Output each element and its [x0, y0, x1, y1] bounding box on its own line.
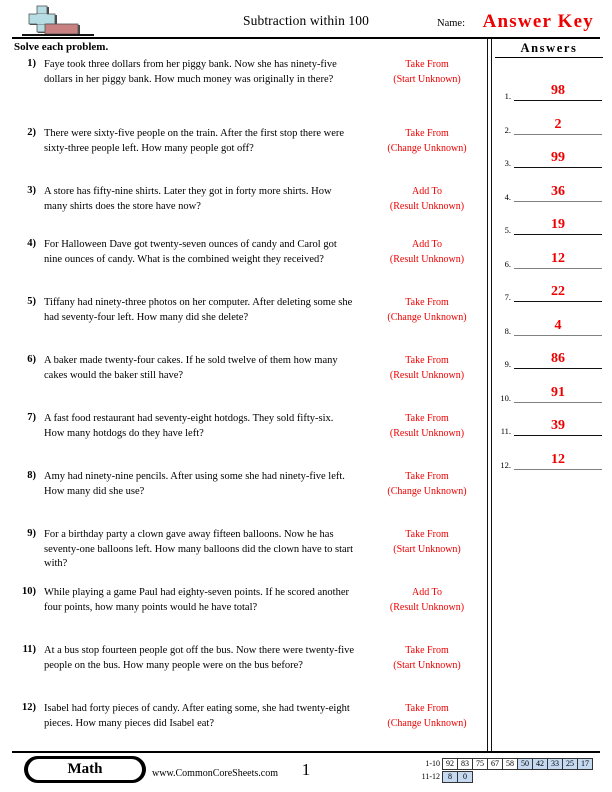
problem-text: There were sixty-five people on the train. After the first stop there were sixty-three people left. How many people got off?: [44, 128, 345, 154]
problem-text: Tiffany had ninety-three photos on her computer. After deleting some she had seventy-four left. How many did she delete?: [44, 297, 353, 323]
answer-number: 6.: [504, 258, 511, 269]
answer-value: 86: [551, 351, 565, 366]
problem-unknown-label: (Result Unknown): [389, 200, 465, 212]
problem-number: 2): [27, 127, 36, 138]
problem-text: For Halloween Dave got twenty-seven ounces of candy and Carol got nine ounces of candy. What is the combined weight they received?: [44, 239, 337, 265]
score-cell: 0: [457, 771, 473, 783]
problem-type-tag: [362, 238, 492, 267]
score-cell: 83: [457, 758, 473, 770]
problem-unknown-label: (Change Unknown): [387, 142, 467, 154]
score-cell: 17: [577, 758, 593, 770]
problem-unknown-label: (Result Unknown): [389, 369, 465, 381]
score-row-label: 11-12: [421, 772, 440, 781]
problem-type-tag: [362, 58, 492, 87]
problem-type-tag: [362, 185, 492, 214]
answer-number: 1.: [504, 91, 511, 101]
problem-type-tag: [362, 528, 492, 557]
subject-badge-label: Math: [28, 759, 142, 780]
problem-type-label: Take From: [405, 471, 449, 482]
answer-value: 91: [551, 384, 565, 400]
answer-blank-line: [514, 234, 602, 235]
answer-number: 11.: [500, 426, 511, 436]
answer-number: 8.: [504, 325, 511, 336]
answer-blank-line: [514, 402, 602, 403]
answer-blank-line: [514, 301, 602, 302]
problem-number: 8): [27, 470, 36, 481]
answer-blank-line: [514, 368, 602, 369]
header-divider: [12, 37, 600, 39]
answer-row: [495, 282, 605, 302]
problem-type-label: Take From: [405, 413, 449, 424]
name-label: Name:: [437, 18, 465, 29]
answer-blank-line: [514, 134, 602, 135]
answer-row: [495, 81, 605, 101]
problem-type-label: Take From: [405, 297, 449, 308]
answer-blank-line: [514, 100, 602, 101]
problem-unknown-label: (Start Unknown): [393, 659, 461, 671]
problem-number: 5): [27, 296, 36, 307]
score-cell: 92: [442, 758, 458, 770]
answer-value: 22: [551, 284, 565, 299]
answer-number: 5.: [504, 225, 511, 235]
problem-type-label: Add To: [412, 587, 442, 598]
answer-blank-line: [514, 167, 602, 168]
score-cell: 67: [487, 758, 503, 770]
page-title: Subtraction within 100: [243, 13, 369, 28]
score-cell: 42: [532, 758, 548, 770]
problem-unknown-label: (Start Unknown): [393, 73, 461, 85]
problem-type-tag: [362, 702, 492, 731]
answer-number: 7.: [504, 292, 511, 302]
problem-unknown-label: (Result Unknown): [389, 601, 465, 613]
answers-heading: Answers: [495, 41, 603, 58]
problem-text: Amy had ninety-nine pencils. After using some she had ninety-five left. How many did she use?: [44, 471, 345, 497]
answer-row: [495, 215, 605, 235]
score-cell-empty: [562, 771, 578, 783]
problem-number: 6): [27, 354, 36, 365]
score-row-label: 1-10: [425, 759, 440, 768]
answer-blank-line: [514, 201, 602, 202]
answer-blank-line: [514, 469, 602, 470]
problem-number: 10): [22, 586, 36, 597]
problem-unknown-label: (Change Unknown): [387, 717, 467, 729]
answer-number: 10.: [500, 392, 511, 403]
problem-number: 3): [27, 185, 36, 196]
answer-row: [495, 416, 605, 436]
problem-text: At a bus stop fourteen people got off the bus. Now there were twenty-five people on the bus. How many people were on the bus before?: [44, 645, 355, 671]
answer-number: 3.: [504, 158, 511, 168]
answer-value: 12: [551, 250, 565, 266]
problem-number: 4): [27, 238, 36, 249]
page-header: [0, 0, 612, 40]
problem-unknown-label: (Change Unknown): [387, 311, 467, 323]
problem-type-label: Take From: [405, 128, 449, 139]
problem-type-label: Add To: [412, 239, 442, 250]
problem-type-tag: [362, 296, 492, 325]
answer-row: [495, 182, 605, 202]
page-number: 1: [301, 760, 311, 779]
answer-number: 9.: [504, 359, 511, 369]
problem-type-label: Take From: [405, 59, 449, 70]
problem-text: A baker made twenty-four cakes. If he sold twelve of them how many cakes would the baker still have?: [44, 355, 338, 381]
problem-unknown-label: (Result Unknown): [389, 427, 465, 439]
answer-row: [495, 450, 605, 470]
problem-number: 7): [27, 412, 36, 423]
problem-text: Isabel had forty pieces of candy. After eating some, she had twenty-eight pieces. How many pieces did Isabel eat?: [44, 703, 350, 729]
answer-row: [495, 349, 605, 369]
answer-value: 98: [551, 83, 565, 98]
answer-row: [495, 115, 605, 135]
site-url: www.CommonCoreSheets.com: [152, 768, 279, 779]
answer-row: [495, 249, 605, 269]
answer-value: 99: [551, 150, 565, 165]
answer-key-label: Answer Key: [482, 11, 594, 32]
problem-type-tag: [362, 586, 492, 615]
answer-row: [495, 383, 605, 403]
problem-text: A store has fifty-nine shirts. Later they got in forty more shirts. How many shirts does the store have now?: [44, 186, 332, 212]
answer-row: [495, 316, 605, 336]
answer-value: 2: [554, 116, 562, 132]
problem-number: 1): [27, 58, 36, 69]
answer-value: 36: [551, 183, 565, 199]
problem-number: 11): [22, 644, 36, 655]
score-cell: 33: [547, 758, 563, 770]
footer-divider: [12, 751, 600, 753]
problem-type-tag: [362, 412, 492, 441]
problem-type-label: Take From: [405, 703, 449, 714]
score-cell-empty: [502, 771, 518, 783]
problem-number: 12): [22, 702, 36, 713]
problem-type-tag: [362, 127, 492, 156]
score-row: [414, 770, 593, 783]
problem-type-label: Add To: [412, 186, 442, 197]
answer-value: 19: [551, 217, 565, 232]
instruction-text: Solve each problem.: [14, 41, 109, 53]
problem-type-label: Take From: [405, 529, 449, 540]
problem-unknown-label: (Change Unknown): [387, 485, 467, 497]
score-cell-empty: [487, 771, 503, 783]
score-cell-empty: [547, 771, 563, 783]
answer-value: 39: [551, 418, 565, 433]
problem-type-tag: [362, 354, 492, 383]
answer-blank-line: [514, 435, 602, 436]
score-cell: 50: [517, 758, 533, 770]
score-cell-empty: [517, 771, 533, 783]
answer-value: 4: [554, 317, 562, 333]
score-cell-empty: [472, 771, 488, 783]
problem-unknown-label: (Start Unknown): [393, 543, 461, 555]
answer-blank-line: [514, 268, 602, 269]
problem-text: Faye took three dollars from her piggy bank. Now she has ninety-five dollars in her piggy bank. How much money was originally in there?: [44, 59, 337, 85]
score-row: [414, 757, 593, 770]
problem-text: While playing a game Paul had eighty-seven points. If he scored another four points, how many points would he have total?: [44, 587, 349, 613]
score-cell: 58: [502, 758, 518, 770]
problem-text: For a birthday party a clown gave away fifteen balloons. Now he has seventy-one balloons left. How many balloons did the clown have to start with?: [44, 529, 354, 570]
score-cell-empty: [577, 771, 593, 783]
score-cell: 75: [472, 758, 488, 770]
answer-blank-line: [514, 335, 602, 336]
answer-number: 12.: [500, 459, 511, 470]
problem-number: 9): [27, 528, 36, 539]
answer-row: [495, 148, 605, 168]
answer-number: 2.: [504, 124, 511, 135]
score-cell: 8: [442, 771, 458, 783]
score-cell: 25: [562, 758, 578, 770]
answer-value: 12: [551, 451, 565, 467]
score-table: [414, 757, 593, 783]
problem-type-tag: [362, 644, 492, 673]
problem-type-label: Take From: [405, 645, 449, 656]
problem-type-label: Take From: [405, 355, 449, 366]
score-cell-empty: [532, 771, 548, 783]
problem-unknown-label: (Result Unknown): [389, 253, 465, 265]
problem-type-tag: [362, 470, 492, 499]
answer-number: 4.: [504, 191, 511, 202]
problem-text: A fast food restaurant had seventy-eight hotdogs. They sold fifty-six. How many hotdogs do they have left?: [44, 413, 334, 439]
